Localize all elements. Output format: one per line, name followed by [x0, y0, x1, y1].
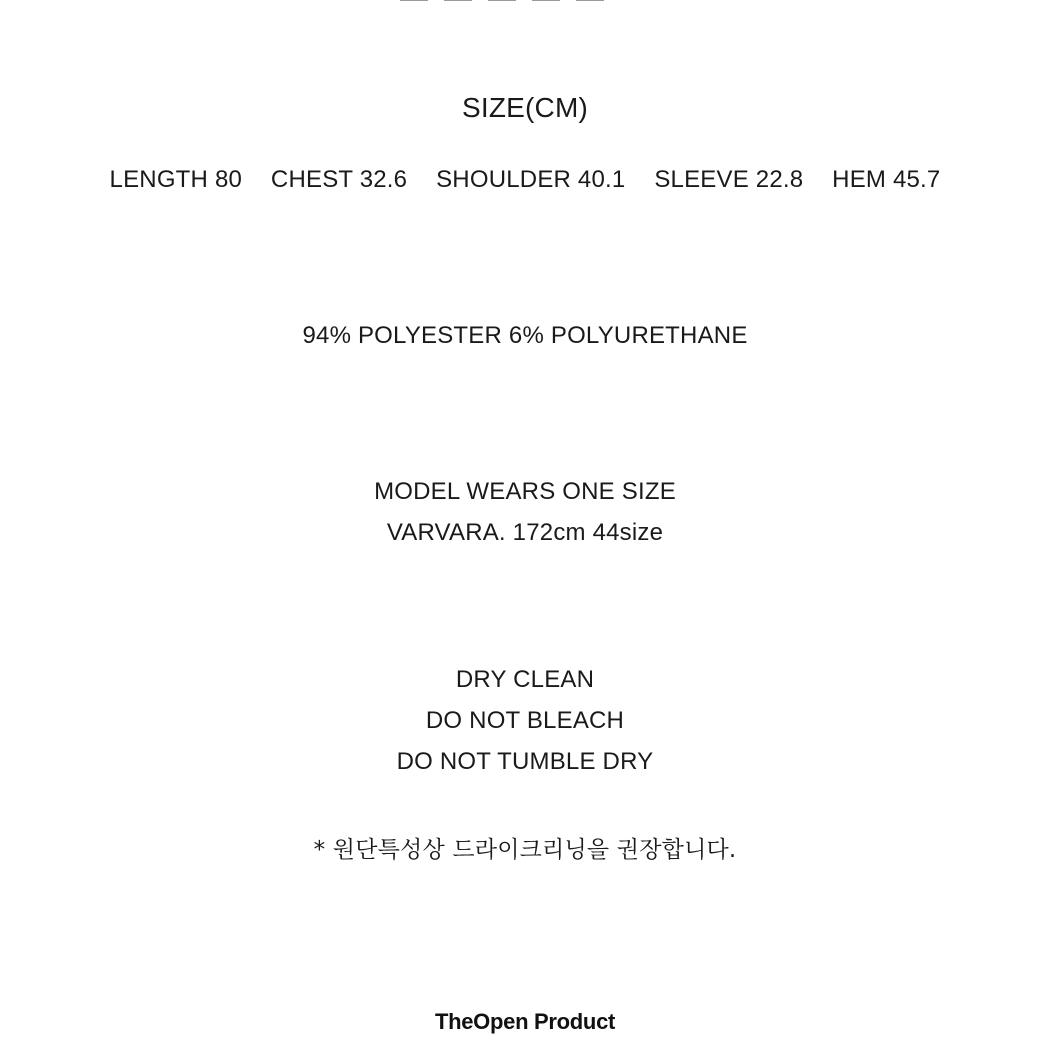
measurement-chest: CHEST 32.6: [270, 166, 408, 193]
size-title: SIZE(CM): [461, 92, 589, 123]
size-measurements: [0, 166, 1050, 194]
measurement-hem: HEM 45.7: [832, 166, 941, 193]
fabric-composition: 94% POLYESTER 6% POLYURETHANE: [302, 322, 748, 349]
measurement-length: LENGTH 80: [109, 166, 243, 193]
care-notice: * 원단특성상 드라이크리닝을 권장합니다.: [313, 837, 737, 863]
measurement-shoulder: SHOULDER 40.1: [436, 166, 626, 193]
care-instruction-dry-clean: DRY CLEAN: [455, 666, 595, 693]
care-instruction-no-tumble-dry: DO NOT TUMBLE DRY: [396, 748, 654, 775]
care-instruction-no-bleach: DO NOT BLEACH: [425, 707, 625, 734]
brand-name: TheOpen Product: [434, 1009, 616, 1034]
model-info-line: VARVARA. 172cm 44size: [386, 519, 664, 546]
model-size-line: MODEL WEARS ONE SIZE: [374, 478, 676, 505]
cropped-top-text: [400, 0, 650, 4]
measurement-sleeve: SLEEVE 22.8: [654, 166, 804, 193]
